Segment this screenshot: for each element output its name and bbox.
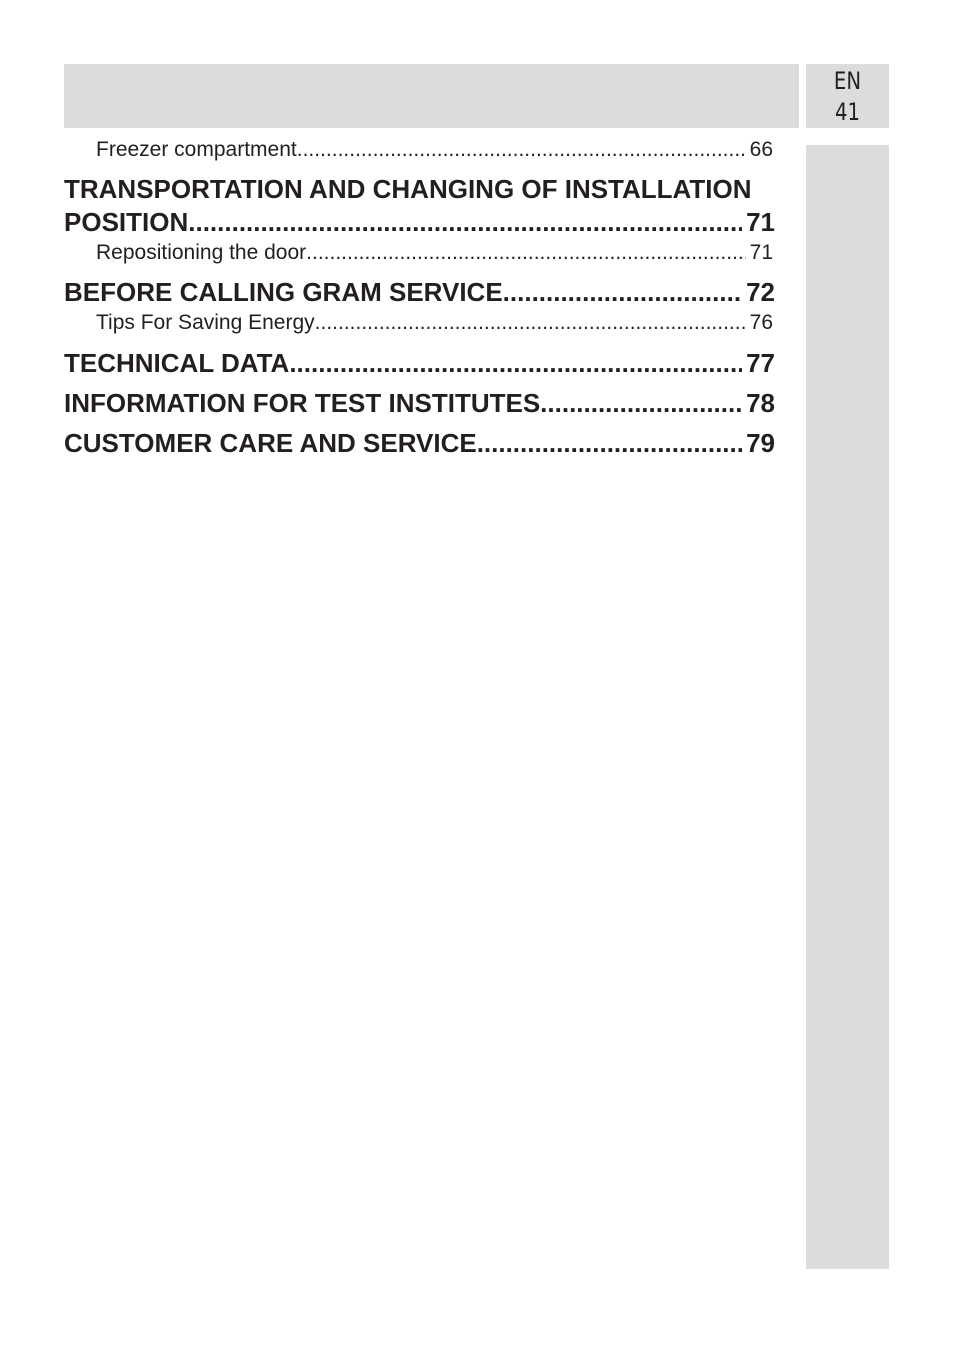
toc-entry-page: 66: [749, 138, 773, 161]
toc-entry-title: Tips For Saving Energy: [96, 311, 315, 334]
header-band: [64, 64, 799, 128]
toc-entry-transportation-line1[interactable]: TRANSPORTATION AND CHANGING OF INSTALLATION: [64, 174, 752, 204]
dot-leader: [289, 348, 742, 379]
language-label: EN: [833, 67, 862, 95]
toc-entry-title: CUSTOMER CARE AND SERVICE: [64, 428, 477, 458]
dot-leader: [315, 311, 746, 335]
dot-leader: [477, 428, 742, 459]
dot-leader: [306, 241, 745, 265]
dot-leader: [503, 277, 742, 308]
toc-entry-transportation[interactable]: [64, 207, 775, 238]
toc-entry-title: BEFORE CALLING GRAM SERVICE: [64, 277, 503, 307]
toc-entry-test-institutes[interactable]: [64, 388, 775, 419]
toc-entry-freezer-compartment[interactable]: [96, 138, 773, 162]
toc-entry-page: 79: [746, 428, 775, 458]
dot-leader: [297, 138, 746, 162]
language-page-box: [806, 64, 889, 128]
toc-entry-before-calling-service[interactable]: [64, 277, 775, 308]
toc-entry-page: 71: [746, 207, 775, 237]
toc-entry-tips-saving-energy[interactable]: [96, 311, 773, 335]
toc-entry-technical-data[interactable]: [64, 348, 775, 379]
toc-entry-page: 76: [749, 311, 773, 334]
dot-leader: [540, 388, 742, 419]
toc-entry-title: POSITION: [64, 207, 189, 237]
toc-entry-title: Freezer compartment: [96, 138, 297, 161]
side-tab-bar: [806, 145, 889, 1269]
toc-entry-page: 78: [746, 388, 775, 418]
toc-entry-customer-care[interactable]: [64, 428, 775, 459]
toc-entry-page: 72: [746, 277, 775, 307]
dot-leader: [188, 207, 742, 238]
toc-entry-title: INFORMATION FOR TEST INSTITUTES: [64, 388, 541, 418]
toc-entry-title: Repositioning the door: [96, 241, 307, 264]
page-number: 41: [834, 98, 861, 126]
toc-entry-repositioning-door[interactable]: [96, 241, 773, 265]
toc-entry-title: TECHNICAL DATA: [64, 348, 290, 378]
toc-entry-page: 71: [749, 241, 773, 264]
toc-entry-page: 77: [746, 348, 775, 378]
